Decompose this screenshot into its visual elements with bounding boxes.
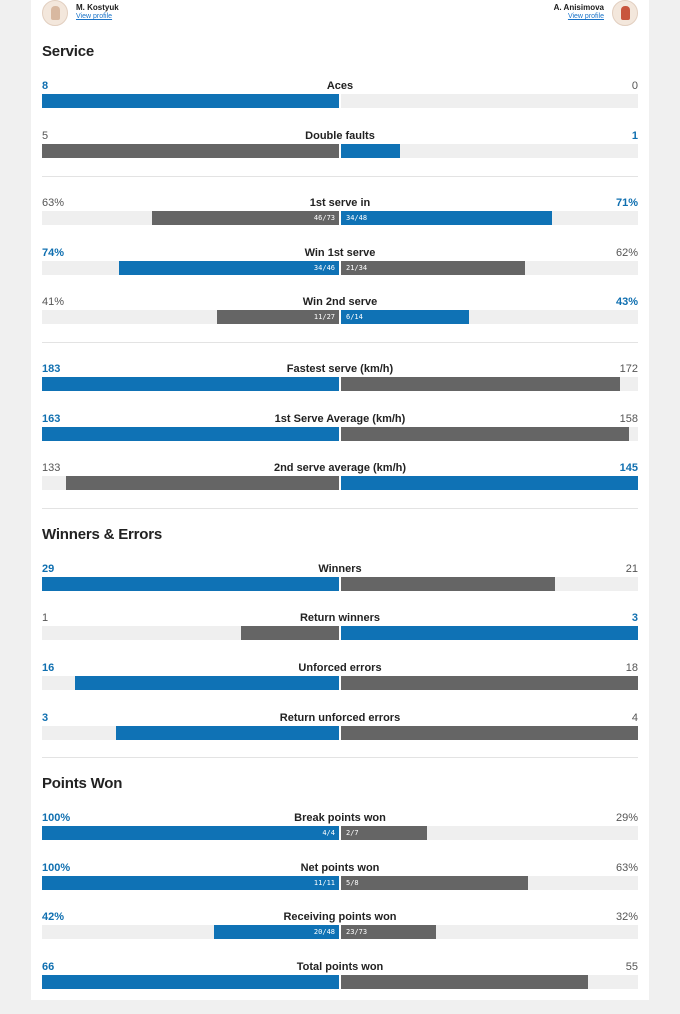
stat-right-bar [341,676,638,690]
stat-right-bar [341,476,638,490]
divider [42,757,638,758]
section-title-points-won: Points Won [42,775,123,792]
player-left-view-profile-link[interactable]: View profile [76,13,113,20]
stat-label: Return winners [299,612,381,624]
stat-left-value: 5 [42,130,49,142]
stat-right-fraction: 2/7 [346,829,359,837]
stat-right-track [341,826,638,840]
stat-right-bar [341,427,629,441]
stat-right-fraction: 21/34 [346,264,368,272]
stat-left-value: 74% [42,247,65,259]
stat-left-bar [119,261,339,275]
stat-left-fraction: 20/48 [313,928,335,936]
stat-row [42,296,638,326]
stat-left-bar [152,211,339,225]
stat-right-track [341,726,638,740]
stat-right-track [341,261,638,275]
stat-left-bar [42,377,339,391]
stat-left-value: 29 [42,563,55,575]
stat-row [42,961,638,991]
stat-left-bar [42,826,339,840]
stat-left-track [42,261,339,275]
stat-right-track [341,975,638,989]
stat-left-fraction: 46/73 [313,214,335,222]
stat-right-track [341,94,638,108]
stat-left-bar [42,144,339,158]
stat-right-bar [341,726,638,740]
stat-right-bar [341,975,588,989]
players-header [31,0,649,28]
stat-left-fraction: 11/11 [313,879,335,887]
stat-left-track [42,577,339,591]
stat-label: 1st Serve Average (km/h) [274,413,406,425]
stat-label: Double faults [305,130,375,142]
stat-left-fraction: 11/27 [313,313,335,321]
player-right-view-profile-link[interactable]: View profile [567,13,604,20]
stat-left-bar [42,577,339,591]
stat-left-track [42,427,339,441]
stat-label: Net points won [300,862,380,874]
stat-right-track [341,626,638,640]
stat-right-value: 29% [615,812,638,824]
stat-right-value: 4 [631,712,638,724]
stat-label: Aces [326,80,354,92]
stat-left-track [42,94,339,108]
stat-left-track [42,925,339,939]
stat-left-track [42,377,339,391]
stat-right-track [341,427,638,441]
stat-right-value: 158 [619,413,638,425]
section-title-service: Service [42,43,94,60]
stat-left-track [42,211,339,225]
stat-row [42,247,638,277]
player-right-avatar-icon[interactable] [612,0,638,26]
stat-right-fraction: 6/14 [346,313,363,321]
stat-left-value: 66 [42,961,55,973]
player-left-name: M. Kostyuk [76,3,119,12]
stat-left-bar [42,876,339,890]
stat-label: Win 1st serve [304,247,376,259]
stat-right-value: 62% [615,247,638,259]
stat-right-bar [341,626,638,640]
stat-left-value: 8 [42,80,49,92]
stat-left-value: 42% [42,911,65,923]
stat-label: Winners [318,563,362,575]
divider [42,342,638,343]
stat-label: Fastest serve (km/h) [286,363,394,375]
stat-right-value: 63% [615,862,638,874]
section-title-winners-errors: Winners & Errors [42,526,163,543]
stat-right-value: 32% [615,911,638,923]
stat-right-track [341,377,638,391]
stat-left-bar [42,975,339,989]
stat-row [42,612,638,642]
stat-right-bar [341,377,620,391]
stat-row [42,712,638,742]
stat-row [42,80,638,110]
stat-left-value: 16 [42,662,55,674]
stat-label: 1st serve in [309,197,371,209]
stat-row [42,363,638,393]
stat-right-track [341,476,638,490]
stat-right-value: 71% [615,197,638,209]
stat-left-track [42,826,339,840]
stat-right-track [341,876,638,890]
stat-row [42,662,638,692]
stat-right-value: 145 [619,462,638,474]
stat-left-value: 41% [42,296,65,308]
stat-left-value: 1 [42,612,49,624]
stat-right-fraction: 23/73 [346,928,368,936]
stat-left-value: 100% [42,862,71,874]
stat-right-fraction: 34/48 [346,214,368,222]
stat-right-track [341,925,638,939]
stat-right-value: 3 [631,612,638,624]
stat-label: Total points won [296,961,384,973]
stat-right-bar [341,144,400,158]
stat-right-track [341,676,638,690]
stat-label: Return unforced errors [279,712,401,724]
stat-left-value: 3 [42,712,49,724]
stat-left-track [42,144,339,158]
stat-right-bar [341,876,528,890]
stat-left-value: 183 [42,363,61,375]
stat-left-value: 163 [42,413,61,425]
stat-row [42,197,638,227]
stat-left-fraction: 4/4 [322,829,335,837]
stat-right-value: 55 [625,961,638,973]
stat-right-track [341,310,638,324]
stat-left-fraction: 34/46 [313,264,335,272]
stat-label: Break points won [294,812,386,824]
stat-right-value: 172 [619,363,638,375]
player-right-name: A. Anisimova [553,3,604,12]
stat-right-value: 1 [631,130,638,142]
stat-right-value: 18 [625,662,638,674]
stat-left-track [42,876,339,890]
stat-left-track [42,726,339,740]
stat-left-value: 63% [42,197,65,209]
stat-right-track [341,577,638,591]
stat-right-value: 21 [625,563,638,575]
stat-row [42,130,638,160]
stat-left-track [42,310,339,324]
stat-left-bar [241,626,339,640]
divider [42,176,638,177]
stat-right-fraction: 5/8 [346,879,359,887]
stat-left-value: 133 [42,462,61,474]
stat-left-track [42,676,339,690]
divider [42,508,638,509]
stat-left-bar [42,427,339,441]
stat-row [42,812,638,842]
stat-right-bar [341,577,555,591]
stat-label: Unforced errors [298,662,382,674]
match-stats-card [31,0,649,1000]
stat-left-track [42,626,339,640]
stat-row [42,862,638,892]
stat-row [42,413,638,443]
stat-left-bar [75,676,339,690]
stat-label: 2nd serve average (km/h) [273,462,407,474]
stat-right-bar [341,211,552,225]
stat-right-track [341,144,638,158]
stat-right-value: 0 [631,80,638,92]
stat-right-track [341,211,638,225]
player-left-avatar-icon[interactable] [42,0,68,26]
stat-row [42,563,638,593]
stat-row [42,462,638,492]
stat-label: Receiving points won [283,911,397,923]
stat-left-track [42,975,339,989]
stat-row [42,911,638,941]
stat-left-value: 100% [42,812,71,824]
stat-left-bar [116,726,339,740]
stat-right-value: 43% [615,296,638,308]
stat-left-track [42,476,339,490]
stat-label: Win 2nd serve [302,296,378,308]
stat-right-bar [341,261,525,275]
stat-left-bar [42,94,339,108]
stat-left-bar [66,476,339,490]
